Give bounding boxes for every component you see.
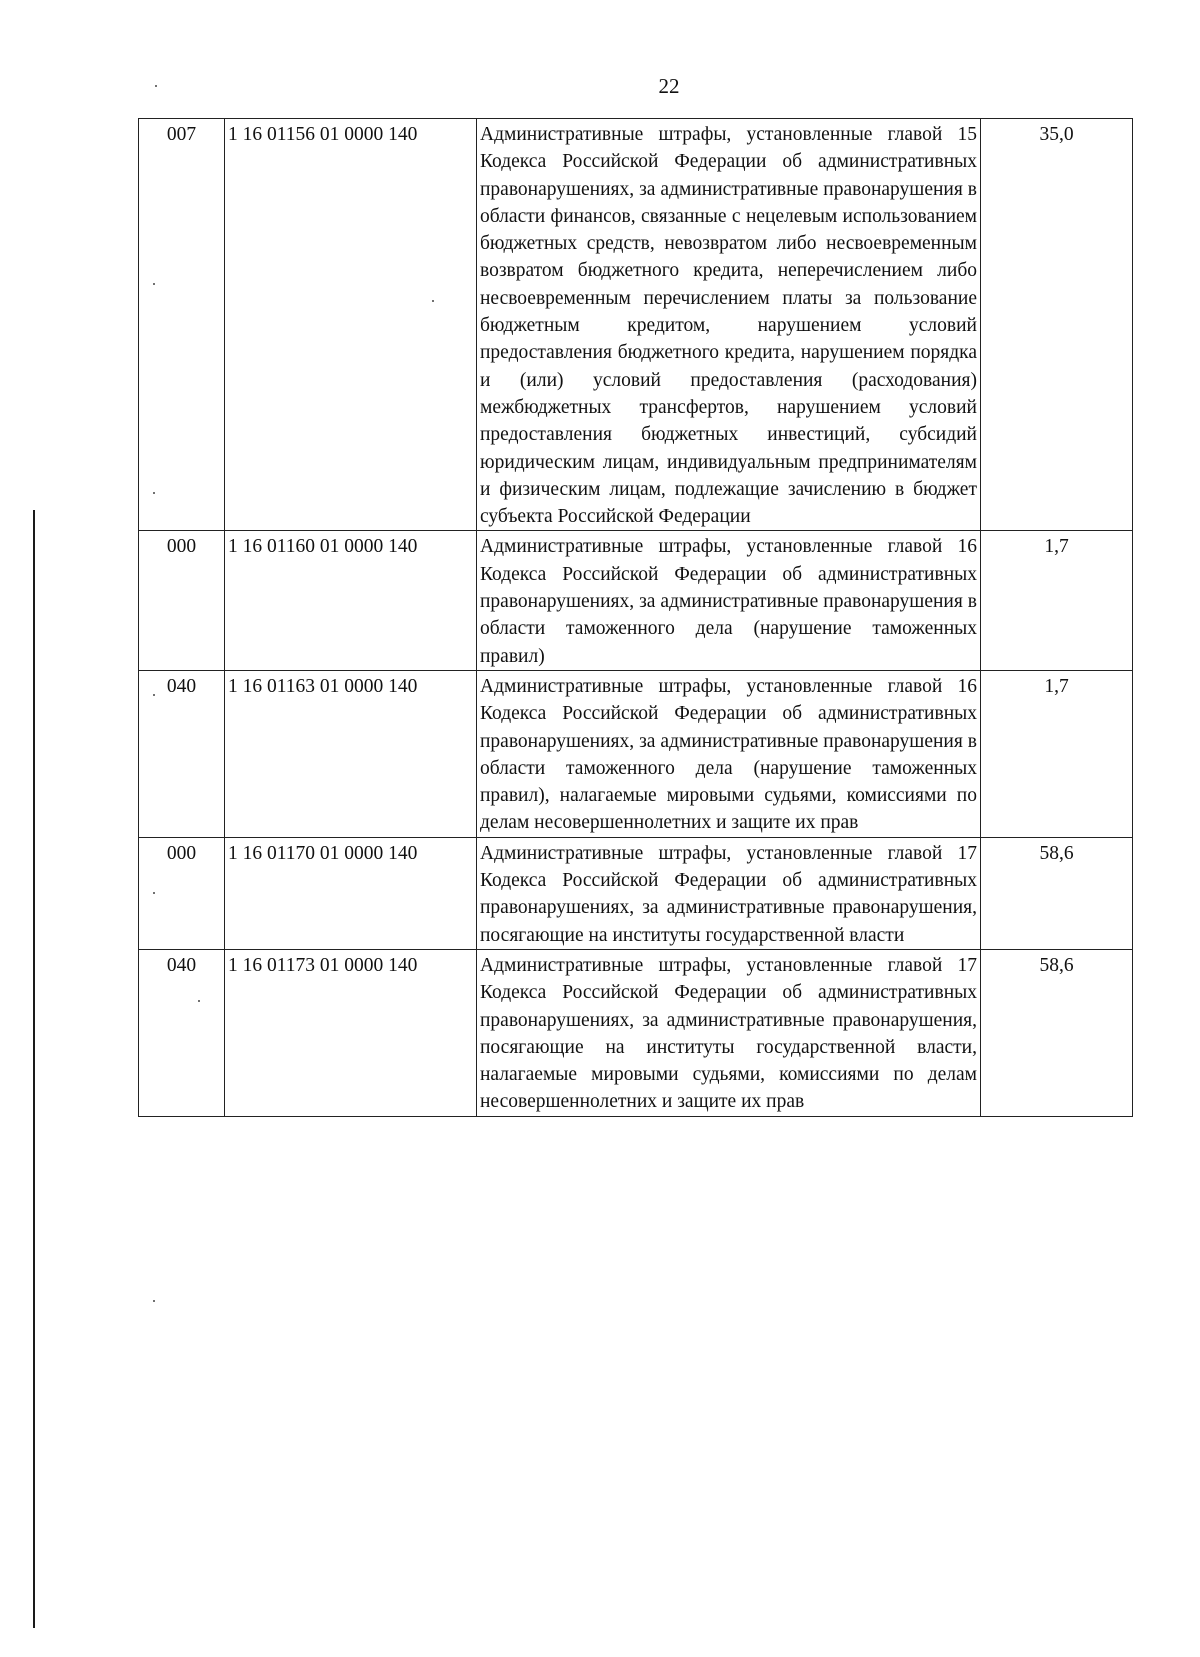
revenue-table [138,118,1133,1117]
amount-cell: 58,6 [981,837,1133,949]
description-cell: Административные штрафы, установленные главой 17 Кодекса Российской Федерации об административных правонарушениях, за административные правонарушения, посягающие на институты государственной власти, налагаемые мировыми судьями, комиссиями по делам несовершеннолетних и защите их прав [477,949,981,1116]
table-row [139,670,1133,837]
description-cell: Административные штрафы, установленные главой 16 Кодекса Российской Федерации об административных правонарушениях, за административные правонарушения в области таможенного дела (нарушение таможенных правил) [477,531,981,670]
budget-code-cell: 1 16 01156 01 0000 140 [225,119,477,531]
budget-code-cell: 1 16 01163 01 0000 140 [225,670,477,837]
budget-code-cell: 1 16 01170 01 0000 140 [225,837,477,949]
amount-cell: 35,0 [981,119,1133,531]
description-cell: Административные штрафы, установленные главой 16 Кодекса Российской Федерации об административных правонарушениях, за административные правонарушения в области таможенного дела (нарушение таможенных правил), налагаемые мировыми судьями, комиссиями по делам несовершеннолетних и защите их прав [477,670,981,837]
admin-code-cell: 040 [139,670,225,837]
scan-margin-line [33,510,35,1628]
table-row [139,949,1133,1116]
budget-code-cell: 1 16 01173 01 0000 140 [225,949,477,1116]
table-row [139,119,1133,531]
admin-code-cell: 040 [139,949,225,1116]
page-number: 22 [658,74,680,98]
scan-speck [155,85,157,87]
amount-cell: 1,7 [981,670,1133,837]
table-row [139,837,1133,949]
amount-cell: 58,6 [981,949,1133,1116]
admin-code-cell: 000 [139,531,225,670]
description-cell: Административные штрафы, установленные главой 17 Кодекса Российской Федерации об административных правонарушениях, за административные правонарушения, посягающие на институты государственной власти [477,837,981,949]
admin-code-cell: 007 [139,119,225,531]
budget-code-cell: 1 16 01160 01 0000 140 [225,531,477,670]
table-row [139,531,1133,670]
amount-cell: 1,7 [981,531,1133,670]
scan-speck [153,1300,155,1302]
description-cell: Административные штрафы, установленные главой 15 Кодекса Российской Федерации об административных правонарушениях, за административные правонарушения в области финансов, связанные с нецелевым использованием бюджетных средств, невозвратом либо несвоевременным возвратом бюджетного кредита, неперечислением либо несвоевременным перечислением платы за пользование бюджетным кредитом, нарушением условий предоставления бюджетного кредита, нарушением порядка и (или) условий предоставления (расходования) межбюджетных трансфертов, нарушением условий предоставления бюджетных инвестиций, субсидий юридическим лицам, индивидуальным предпринимателям и физическим лицам, подлежащие зачислению в бюджет субъекта Российской Федерации [477,119,981,531]
admin-code-cell: 000 [139,837,225,949]
